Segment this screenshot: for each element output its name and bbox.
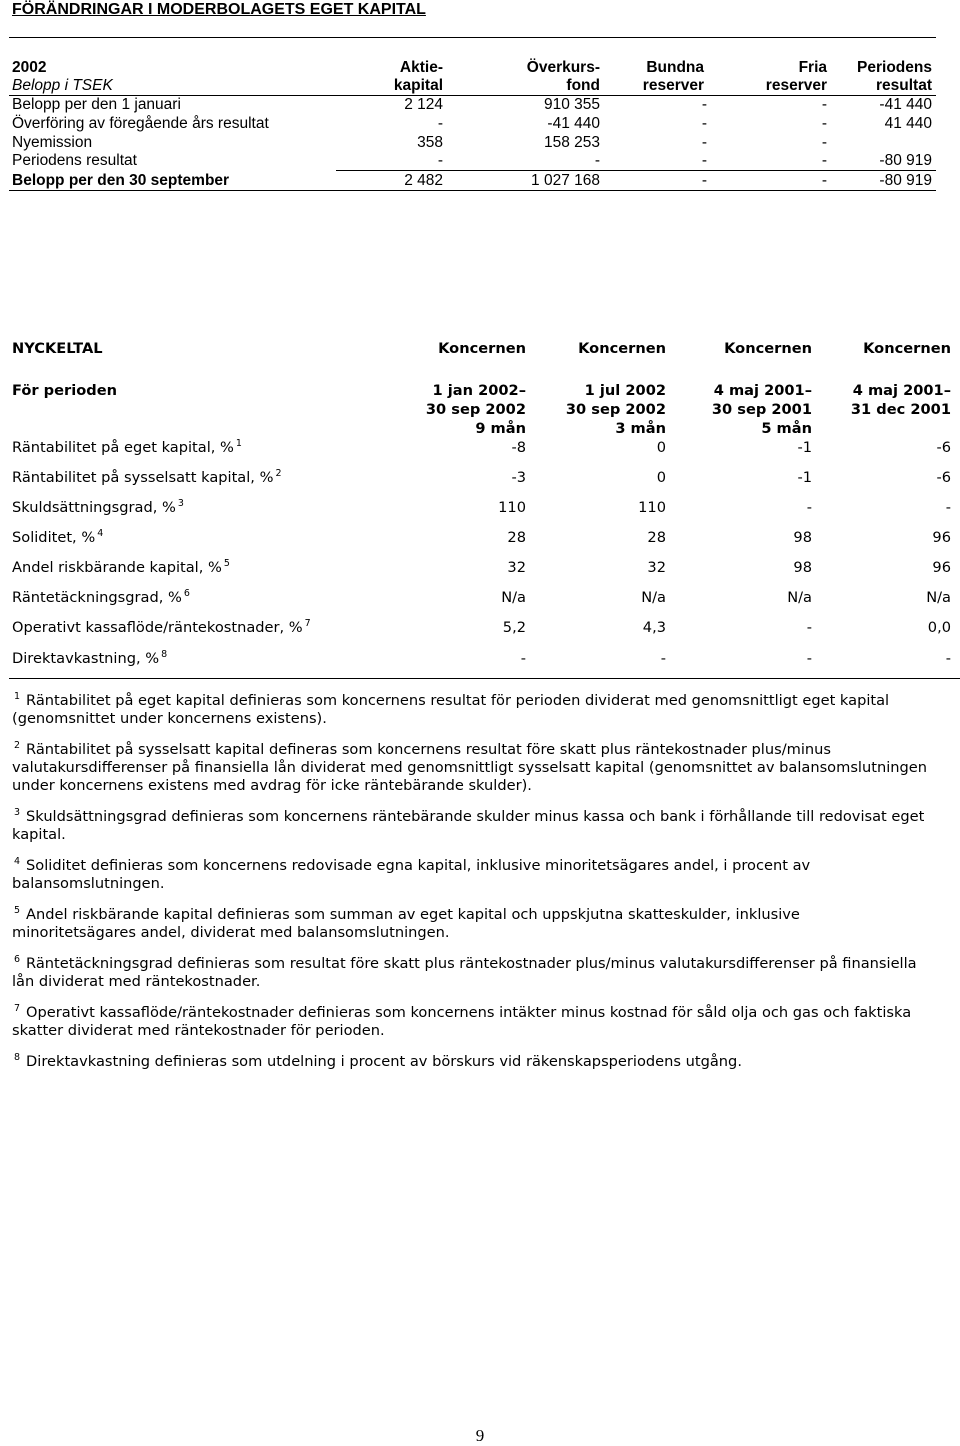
section-title-keyfigures: NYCKELTAL <box>12 340 103 357</box>
period-header: 30 sep 2002 <box>565 401 666 418</box>
column-header: kapital <box>393 77 443 94</box>
column-header: Bundna <box>646 59 704 76</box>
keyfigure-cell: -6 <box>936 439 951 456</box>
keyfigure-cell: 110 <box>498 499 526 516</box>
footnote: $^4$ Soliditet definieras som koncernens redovisade egna kapital, inklusive minoritetsägares andel, i procent av balansomslutningen. <box>12 856 811 892</box>
keyfigure-row-label: Skuldsättningsgrad, % $^3$ <box>12 498 184 516</box>
table-cell: - <box>821 152 827 169</box>
column-header: reserver <box>642 77 704 94</box>
table-cell: 1 027 168 <box>531 172 600 189</box>
table-row-label: Belopp per den 30 september <box>12 172 230 189</box>
column-header: Fria <box>798 59 827 76</box>
keyfigure-row-label: Direktavkastning, % $^8$ <box>12 649 168 667</box>
footnote-number: 4 <box>14 856 21 867</box>
keyfigure-row-label: Andel riskbärande kapital, % $^5$ <box>12 558 230 576</box>
column-header: fond <box>566 77 600 94</box>
group-header: Koncernen <box>438 340 526 357</box>
footnote-number: 8 <box>14 1052 21 1063</box>
table-bottom-rule <box>9 190 936 191</box>
keyfigure-cell: N/a <box>787 589 812 606</box>
footnote-ref: 8 <box>161 649 168 660</box>
keyfigure-cell: -8 <box>511 439 526 456</box>
table-cell: - <box>701 134 707 151</box>
sum-rule <box>336 170 936 171</box>
footnote-ref: 7 <box>304 618 311 629</box>
footnote: $^8$ Direktavkastning definieras som utdelning i procent av börskurs vid räkenskapsperiodens utgång. <box>14 1052 742 1070</box>
footnote-number: 3 <box>14 807 21 818</box>
footnote-number: 7 <box>14 1003 21 1014</box>
period-label: För perioden <box>12 382 117 399</box>
keyfigure-row-label: Operativt kassaflöde/räntekostnader, % $^7$ <box>12 618 311 636</box>
keyfigure-cell: 32 <box>507 559 526 576</box>
keyfigure-cell: -1 <box>797 439 812 456</box>
page-number: 9 <box>475 1426 485 1445</box>
keyfigure-cell: 0 <box>656 439 666 456</box>
footnote-ref: 4 <box>97 528 104 539</box>
footnote: $^6$ Räntetäckningsgrad definieras som resultat före skatt plus räntekostnader plus/minus valutakursdifferenser på finansiella lån dividerat med räntekostnader. <box>12 954 917 990</box>
table-cell: - <box>701 115 707 132</box>
keyfigure-cell: 32 <box>647 559 666 576</box>
keyfigure-row-label: Soliditet, % $^4$ <box>12 528 104 546</box>
footnote-number: 1 <box>14 691 21 702</box>
period-header: 1 jul 2002 <box>584 382 666 399</box>
keyfigures-bottom-rule <box>9 678 960 679</box>
keyfigure-cell: 28 <box>647 529 666 546</box>
keyfigure-row-label: Räntabilitet på eget kapital, % $^1$ <box>12 438 242 456</box>
table-cell: 158 253 <box>543 134 600 151</box>
column-header: resultat <box>876 77 932 94</box>
table-row-label: Belopp per den 1 januari <box>12 96 181 113</box>
footnote-ref: 1 <box>235 438 242 449</box>
keyfigure-cell: 98 <box>793 529 812 546</box>
table-cell: 358 <box>417 134 443 151</box>
footnote: $^7$ Operativt kassaflöde/räntekostnader definieras som koncernens intäkter minus kostnad för såld olja och gas och faktiska skatter dividerat med räntekostnader för perioden. <box>12 1003 912 1039</box>
keyfigure-cell: - <box>520 650 526 667</box>
group-header: Koncernen <box>863 340 951 357</box>
footnote-ref: 2 <box>275 468 282 479</box>
table-cell: 910 355 <box>543 96 600 113</box>
footnote: $^3$ Skuldsättningsgrad definieras som koncernens räntebärande skulder minus kassa och bank i förhållande till redovisat eget kapital. <box>12 807 925 843</box>
table-cell: - <box>821 96 827 113</box>
footnote: $^1$ Räntabilitet på eget kapital definieras som koncernens resultat för perioden dividerat med genomsnittligt eget kapital (genomsnittet under koncernens existens). <box>12 691 890 727</box>
footnote: $^5$ Andel riskbärande kapital definieras som summan av eget kapital och uppskjutna skatteskulder, inklusive minoritetsägares andel, dividerat med balansomslutningen. <box>12 905 800 941</box>
group-header: Koncernen <box>578 340 666 357</box>
table-cell: -80 919 <box>879 172 932 189</box>
table-cell: 41 440 <box>884 115 932 132</box>
footnote-ref: 3 <box>177 498 184 509</box>
table-cell: 2 124 <box>404 96 443 113</box>
keyfigure-cell: 98 <box>793 559 812 576</box>
table-cell: - <box>701 152 707 169</box>
column-header: Överkurs- <box>526 59 600 76</box>
keyfigure-row-label: Räntetäckningsgrad, % $^6$ <box>12 588 190 606</box>
column-header: reserver <box>765 77 827 94</box>
keyfigure-cell: - <box>806 619 812 636</box>
table-cell: - <box>821 172 827 189</box>
keyfigure-cell: N/a <box>926 589 951 606</box>
period-header: 9 mån <box>475 420 526 437</box>
column-header: Aktie- <box>399 59 443 76</box>
period-header: 3 mån <box>615 420 666 437</box>
equity-year: 2002 <box>12 59 47 76</box>
table-cell: - <box>594 152 600 169</box>
period-header: 31 dec 2001 <box>850 401 951 418</box>
footnote-number: 2 <box>14 740 21 751</box>
table-row-label: Överföring av föregående års resultat <box>12 115 269 132</box>
equity-unit-label: Belopp i TSEK <box>12 77 113 94</box>
keyfigure-cell: - <box>660 650 666 667</box>
table-cell: - <box>821 134 827 151</box>
table-cell: -80 919 <box>879 152 932 169</box>
footnote: $^2$ Räntabilitet på sysselsatt kapital defineras som koncernens resultat före skatt plus räntekostnader plus/minus valutakursdifferenser på finansiella lån dividerat med genomsnittligt sysselsatt kapital (genomsnittet av balansomslutningen under koncernens existens med avdrag för icke räntebärande skulder). <box>12 740 927 794</box>
keyfigure-row-label: Räntabilitet på sysselsatt kapital, % $^2$ <box>12 468 282 486</box>
keyfigure-cell: 0 <box>656 469 666 486</box>
table-row-label: Nyemission <box>12 134 93 151</box>
period-header: 4 maj 2001– <box>713 382 812 399</box>
period-header: 1 jan 2002– <box>432 382 526 399</box>
period-header: 5 mån <box>761 420 812 437</box>
keyfigure-cell: -3 <box>511 469 526 486</box>
period-header: 4 maj 2001– <box>852 382 951 399</box>
table-cell: - <box>701 96 707 113</box>
table-cell: -41 440 <box>879 96 932 113</box>
table-cell: - <box>437 115 443 132</box>
footnote-number: 5 <box>14 905 21 916</box>
table-top-rule <box>9 37 936 38</box>
keyfigure-cell: -1 <box>797 469 812 486</box>
table-cell: -41 440 <box>547 115 600 132</box>
table-cell: - <box>821 115 827 132</box>
footnote-number: 6 <box>14 954 21 965</box>
keyfigure-cell: - <box>945 499 951 516</box>
footnote-ref: 5 <box>223 558 230 569</box>
keyfigure-cell: 5,2 <box>502 619 526 636</box>
footnote-ref: 6 <box>183 588 190 599</box>
period-header: 30 sep 2001 <box>711 401 812 418</box>
column-header: Periodens <box>857 59 932 76</box>
keyfigure-cell: - <box>806 499 812 516</box>
table-row-label: Periodens resultat <box>12 152 137 169</box>
keyfigure-cell: 96 <box>932 529 951 546</box>
table-cell: - <box>701 172 707 189</box>
keyfigure-cell: N/a <box>501 589 526 606</box>
keyfigure-cell: - <box>945 650 951 667</box>
section-title-equity: FÖRÄNDRINGAR I MODERBOLAGETS EGET KAPITAL <box>12 1 426 18</box>
table-cell: 2 482 <box>404 172 443 189</box>
keyfigure-cell: 96 <box>932 559 951 576</box>
keyfigure-cell: - <box>806 650 812 667</box>
group-header: Koncernen <box>724 340 812 357</box>
keyfigure-cell: 110 <box>638 499 666 516</box>
keyfigure-cell: 28 <box>507 529 526 546</box>
period-header: 30 sep 2002 <box>425 401 526 418</box>
keyfigure-cell: -6 <box>936 469 951 486</box>
table-cell: - <box>437 152 443 169</box>
keyfigure-cell: 0,0 <box>927 619 951 636</box>
keyfigure-cell: N/a <box>641 589 666 606</box>
keyfigure-cell: 4,3 <box>642 619 666 636</box>
